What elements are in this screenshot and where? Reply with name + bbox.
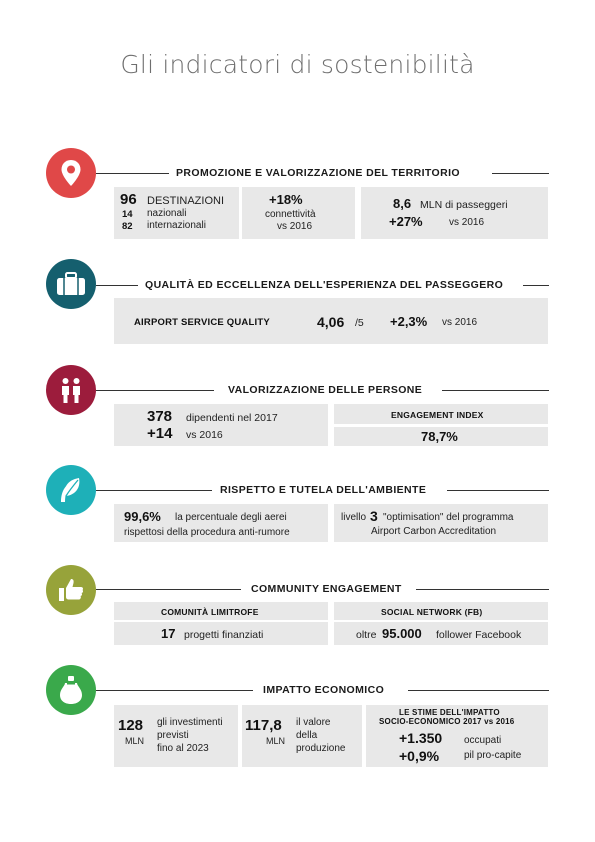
connectivity-vs: vs 2016 [277, 221, 313, 232]
community-label: COMUNITÀ LIMITROFE [161, 607, 259, 617]
header-line-right [442, 390, 549, 391]
investments-label-3: fino al 2023 [157, 743, 209, 754]
social-value-box [334, 622, 548, 645]
international-count: 82 [122, 221, 133, 232]
header-line-left [96, 690, 253, 691]
community-value-box [114, 622, 328, 645]
section-header: VALORIZZAZIONE DELLE PERSONE [228, 384, 423, 396]
social-label-box [334, 602, 548, 620]
impact-box [366, 705, 548, 767]
impact-title-2: SOCIO-ECONOMICO 2017 vs 2016 [379, 717, 515, 726]
employees-count: 378 [147, 408, 173, 425]
gdp-value: +0,9% [399, 748, 440, 764]
production-value: 117,8 [245, 717, 282, 734]
engagement-label-box [334, 404, 548, 424]
connectivity-value: +18% [269, 192, 303, 207]
suitcase-icon [46, 259, 96, 309]
header-line-right [492, 173, 549, 174]
community-text: progetti finanziati [184, 629, 264, 641]
investments-box [114, 705, 238, 767]
passengers-growth: +27% [389, 214, 423, 229]
header-line-left [96, 390, 214, 391]
impact-title-1: LE STIME DELL'IMPATTO [399, 708, 500, 717]
thumbs-up-icon [46, 565, 96, 615]
connectivity-box [242, 187, 355, 239]
passengers-vs: vs 2016 [449, 217, 485, 228]
national-label: nazionali [147, 208, 187, 219]
production-unit: MLN [266, 736, 286, 746]
header-line-left [96, 173, 169, 174]
noise-label-2: rispettosi della procedura anti-rumore [124, 527, 290, 538]
national-count: 14 [122, 209, 133, 220]
carbon-level: 3 [370, 508, 378, 524]
section-header: COMMUNITY ENGAGEMENT [251, 583, 402, 595]
header-line-left [96, 490, 212, 491]
section-header: IMPATTO ECONOMICO [263, 684, 385, 696]
header-line-right [416, 589, 549, 590]
employees-growth: +14 [147, 425, 173, 442]
production-label-2: della [296, 730, 318, 741]
header-line-left [96, 589, 241, 590]
asq-label: AIRPORT SERVICE QUALITY [134, 317, 270, 328]
section-header: RISPETTO E TUTELA DELL'AMBIENTE [220, 484, 427, 496]
asq-score: 4,06 [317, 314, 345, 330]
asq-scale: /5 [355, 317, 364, 329]
piggy-bank-icon [46, 665, 96, 715]
social-prefix: oltre [356, 629, 377, 641]
jobs-value: +1.350 [399, 730, 443, 746]
destinations-count: 96 [120, 191, 137, 208]
carbon-label-2: Airport Carbon Accreditation [371, 526, 497, 537]
leaf-icon [46, 465, 96, 515]
community-count: 17 [161, 626, 176, 641]
noise-label-1: la percentuale degli aerei [175, 512, 287, 523]
international-label: internazionali [147, 220, 206, 231]
header-line-right [523, 285, 549, 286]
employees-label: dipendenti nel 2017 [186, 412, 278, 424]
engagement-value: 78,7% [421, 429, 458, 444]
passengers-label: MLN di passeggeri [420, 199, 508, 211]
engagement-label: ENGAGEMENT INDEX [391, 410, 484, 420]
asq-box [114, 298, 548, 344]
asq-growth: +2,3% [390, 314, 428, 329]
social-label: SOCIAL NETWORK (FB) [381, 607, 483, 617]
community-label-box [114, 602, 328, 620]
section-header: QUALITÀ ED ECCELLENZA DELL'ESPERIENZA DEL PASSEGGERO [145, 279, 504, 291]
asq-vs: vs 2016 [442, 317, 478, 328]
carbon-prefix: livello [341, 512, 367, 523]
carbon-label-1: "optimisation" del programma [383, 512, 514, 523]
employees-vs: vs 2016 [186, 429, 223, 441]
investments-unit: MLN [125, 736, 145, 746]
investments-label-2: previsti [157, 730, 189, 741]
investments-label-1: gli investimenti [157, 717, 223, 728]
noise-value: 99,6% [124, 509, 161, 524]
connectivity-label: connettività [265, 209, 316, 220]
social-count: 95.000 [382, 626, 422, 641]
production-box [242, 705, 362, 767]
investments-value: 128 [118, 717, 144, 734]
destinations-box [114, 187, 239, 239]
map-pin-icon [46, 148, 96, 198]
social-text: follower Facebook [436, 629, 522, 641]
people-icon [46, 365, 96, 415]
employees-box [114, 404, 328, 446]
destinations-label: DESTINAZIONI [147, 195, 225, 207]
noise-box [114, 504, 328, 542]
header-line-right [408, 690, 549, 691]
page-title: Gli indicatori di sostenibilità [120, 50, 475, 79]
jobs-label: occupati [464, 735, 502, 746]
header-line-left [96, 285, 138, 286]
section-header: PROMOZIONE E VALORIZZAZIONE DEL TERRITORIO [176, 167, 460, 179]
passengers-value: 8,6 [393, 196, 412, 211]
header-line-right [447, 490, 549, 491]
production-label-3: produzione [296, 743, 346, 754]
carbon-box [334, 504, 548, 542]
production-label-1: il valore [296, 717, 331, 728]
engagement-value-box [334, 427, 548, 446]
passengers-box [361, 187, 548, 239]
gdp-label: pil pro-capite [464, 750, 522, 761]
